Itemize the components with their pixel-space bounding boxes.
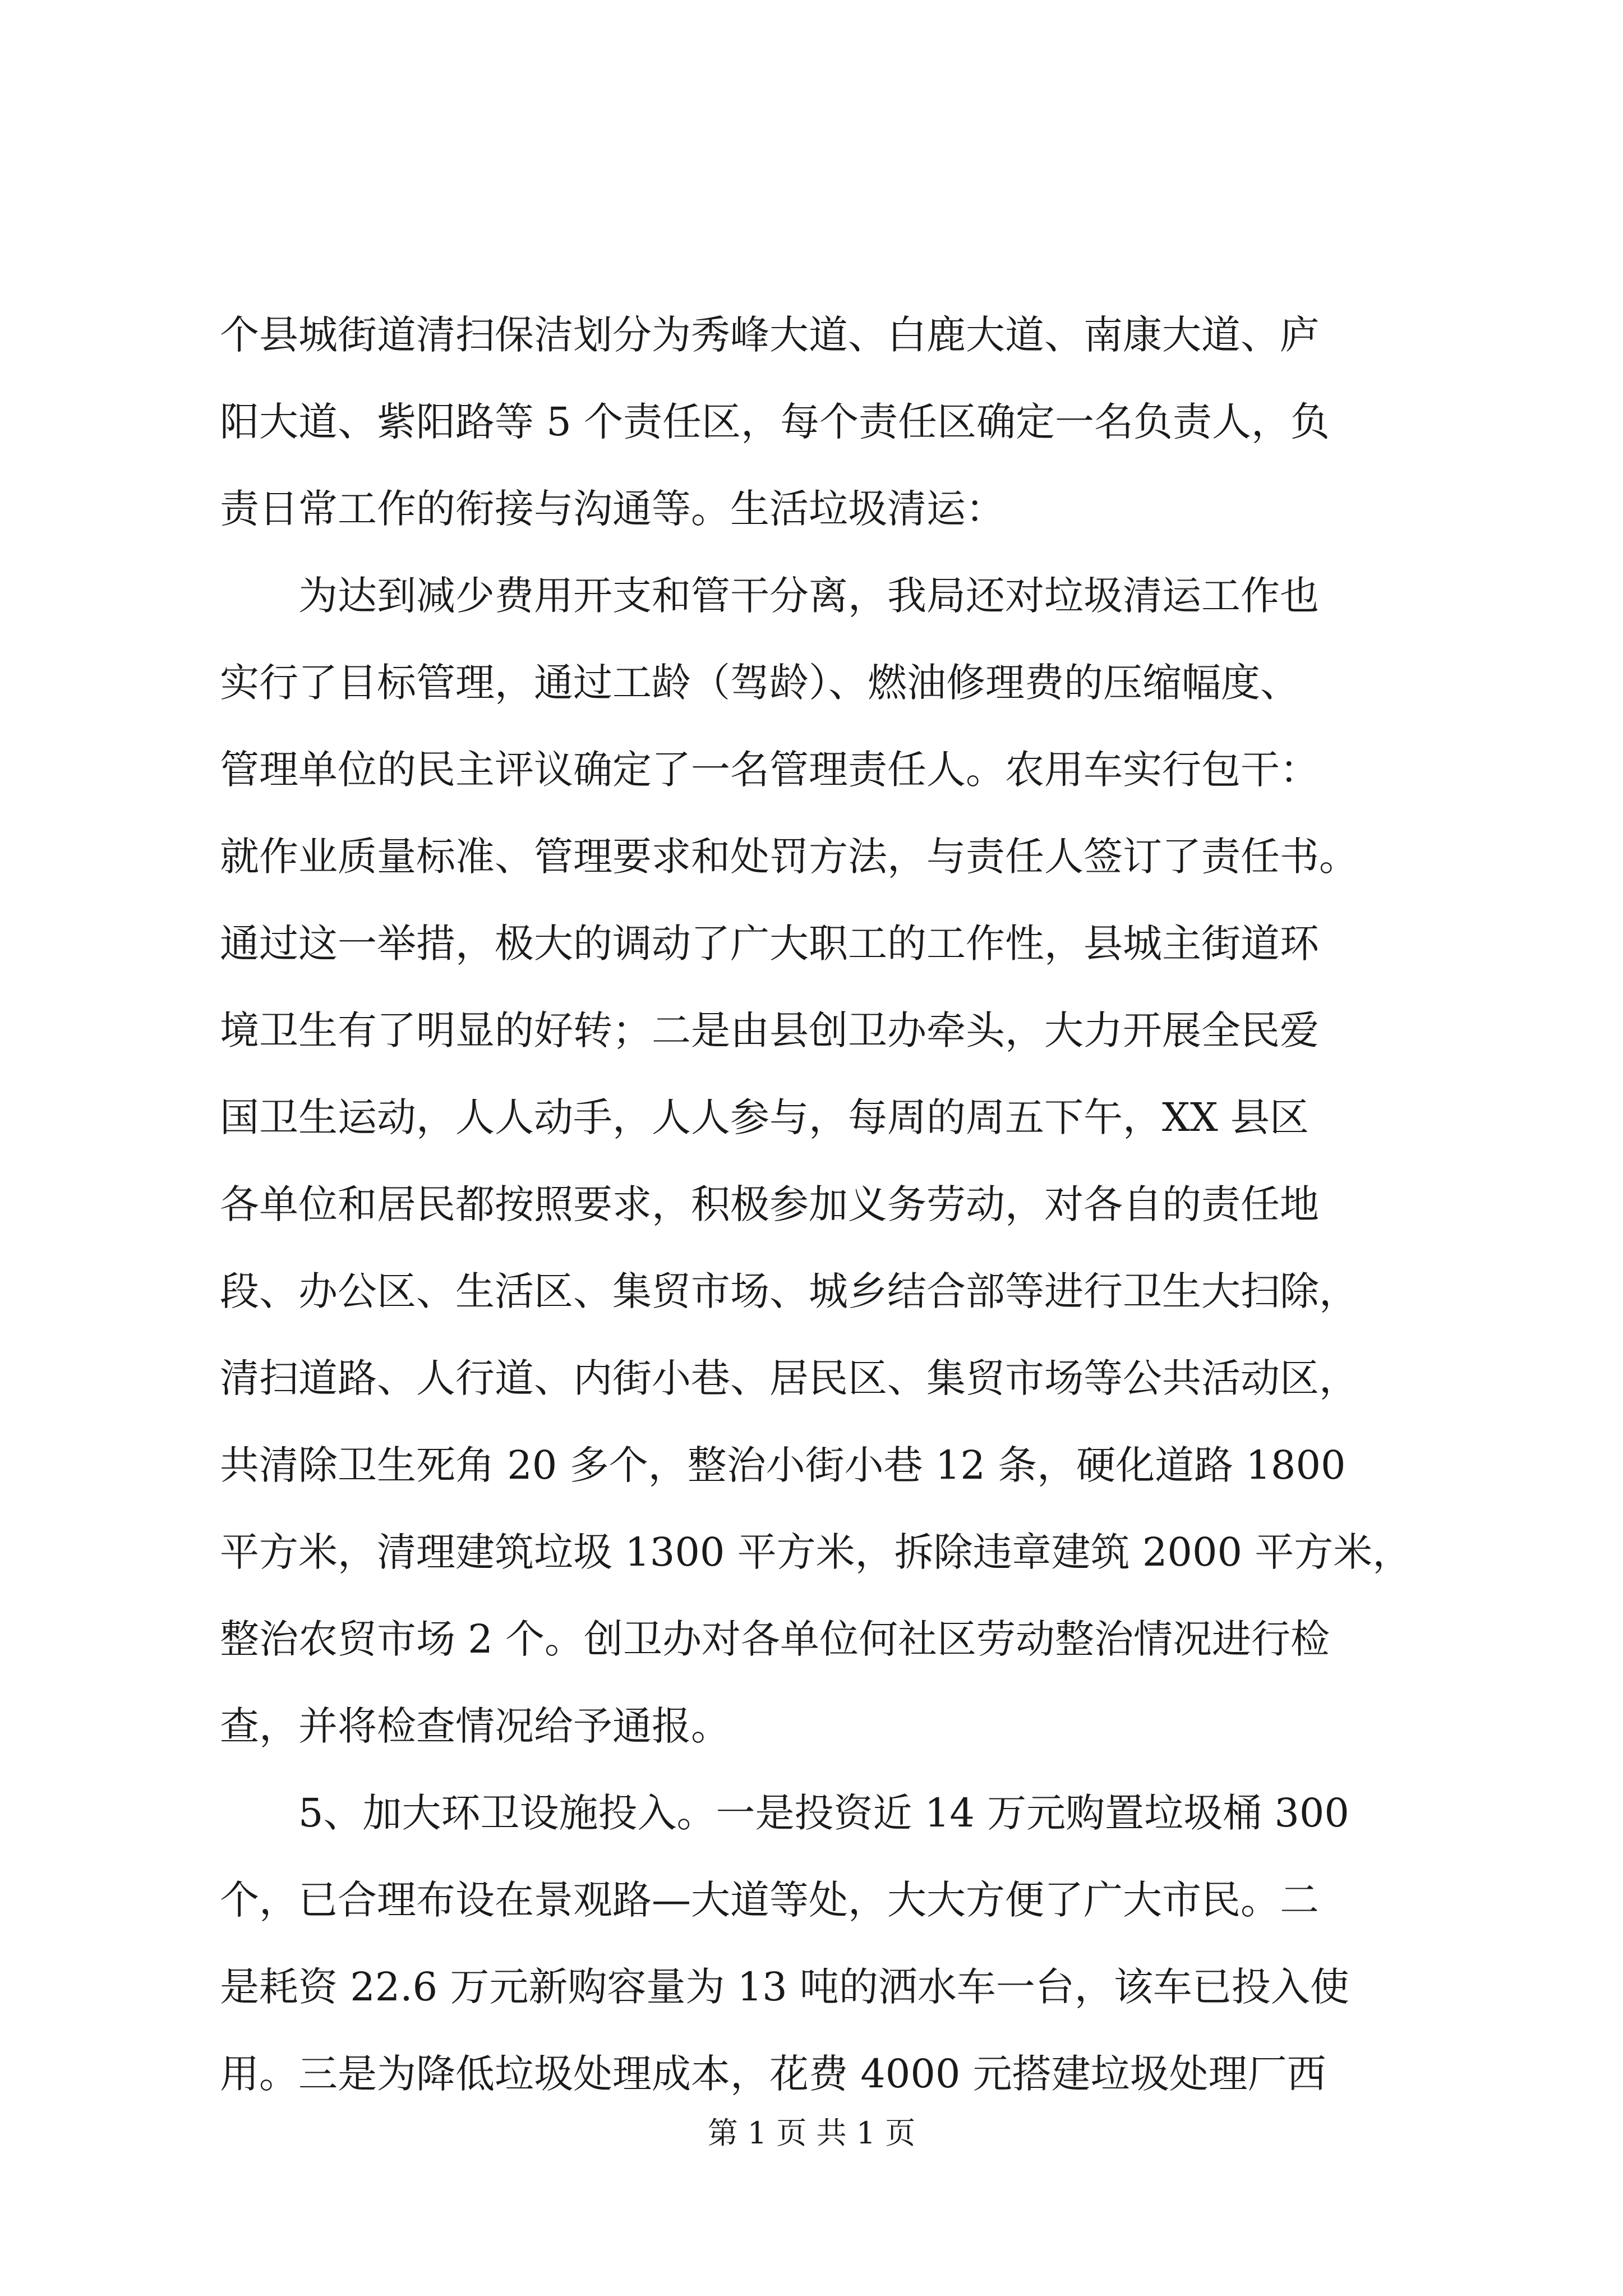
text-line: 各单位和居民都按照要求，积极参加义务劳动，对各自的责任地	[220, 1181, 1319, 1227]
text-line: 实行了目标管理，通过工龄（驾龄）、燃油修理费的压缩幅度、	[220, 660, 1299, 706]
text-line: 个，已合理布设在景观路—大道等处，大大方便了广大市民。二	[220, 1877, 1319, 1923]
page-number-label: 第 1 页 共 1 页	[707, 2115, 916, 2151]
text-line: 就作业质量标准、管理要求和处罚方法，与责任人签订了责任书。	[220, 834, 1358, 880]
text-line: 个县城街道清扫保洁划分为秀峰大道、白鹿大道、南康大道、庐	[220, 312, 1319, 358]
text-line: 共清除卫生死角 20 多个，整治小街小巷 12 条，硬化道路 1800	[220, 1442, 1346, 1488]
text-line: 为达到减少费用开支和管干分离，我局还对垃圾清运工作也	[220, 573, 1319, 619]
text-line: 国卫生运动，人人动手，人人参与，每周的周五下午，XX 县区	[220, 1094, 1309, 1140]
text-line: 阳大道、紫阳路等 5 个责任区，每个责任区确定一名负责人，负	[220, 399, 1330, 445]
text-line: 段、办公区、生活区、集贸市场、城乡结合部等进行卫生大扫除，	[220, 1268, 1358, 1314]
text-line: 5、加大环卫设施投入。一是投资近 14 万元购置垃圾桶 300	[220, 1790, 1349, 1836]
text-line: 管理单位的民主评议确定了一名管理责任人。农用车实行包干：	[220, 747, 1319, 793]
text-line: 清扫道路、人行道、内街小巷、居民区、集贸市场等公共活动区，	[220, 1355, 1358, 1401]
document-body	[220, 292, 1420, 2118]
page-footer	[0, 2109, 1623, 2152]
text-line: 整治农贸市场 2 个。创卫办对各单位何社区劳动整治情况进行检	[220, 1616, 1330, 1662]
text-line: 平方米，清理建筑垃圾 1300 平方米，拆除违章建筑 2000 平方米，	[220, 1529, 1412, 1575]
text-line: 境卫生有了明显的好转；二是由县创卫办牵头，大力开展全民爱	[220, 1007, 1319, 1053]
text-line: 通过这一举措，极大的调动了广大职工的工作性，县城主街道环	[220, 921, 1319, 967]
text-line: 是耗资 22.6 万元新购容量为 13 吨的洒水车一台，该车已投入使	[220, 1964, 1349, 2010]
text-line: 责日常工作的衔接与沟通等。生活垃圾清运：	[220, 486, 1005, 532]
text-line: 用。三是为降低垃圾处理成本，花费 4000 元搭建垃圾处理厂西	[220, 2051, 1326, 2097]
text-line: 查，并将检查情况给予通报。	[220, 1703, 730, 1749]
